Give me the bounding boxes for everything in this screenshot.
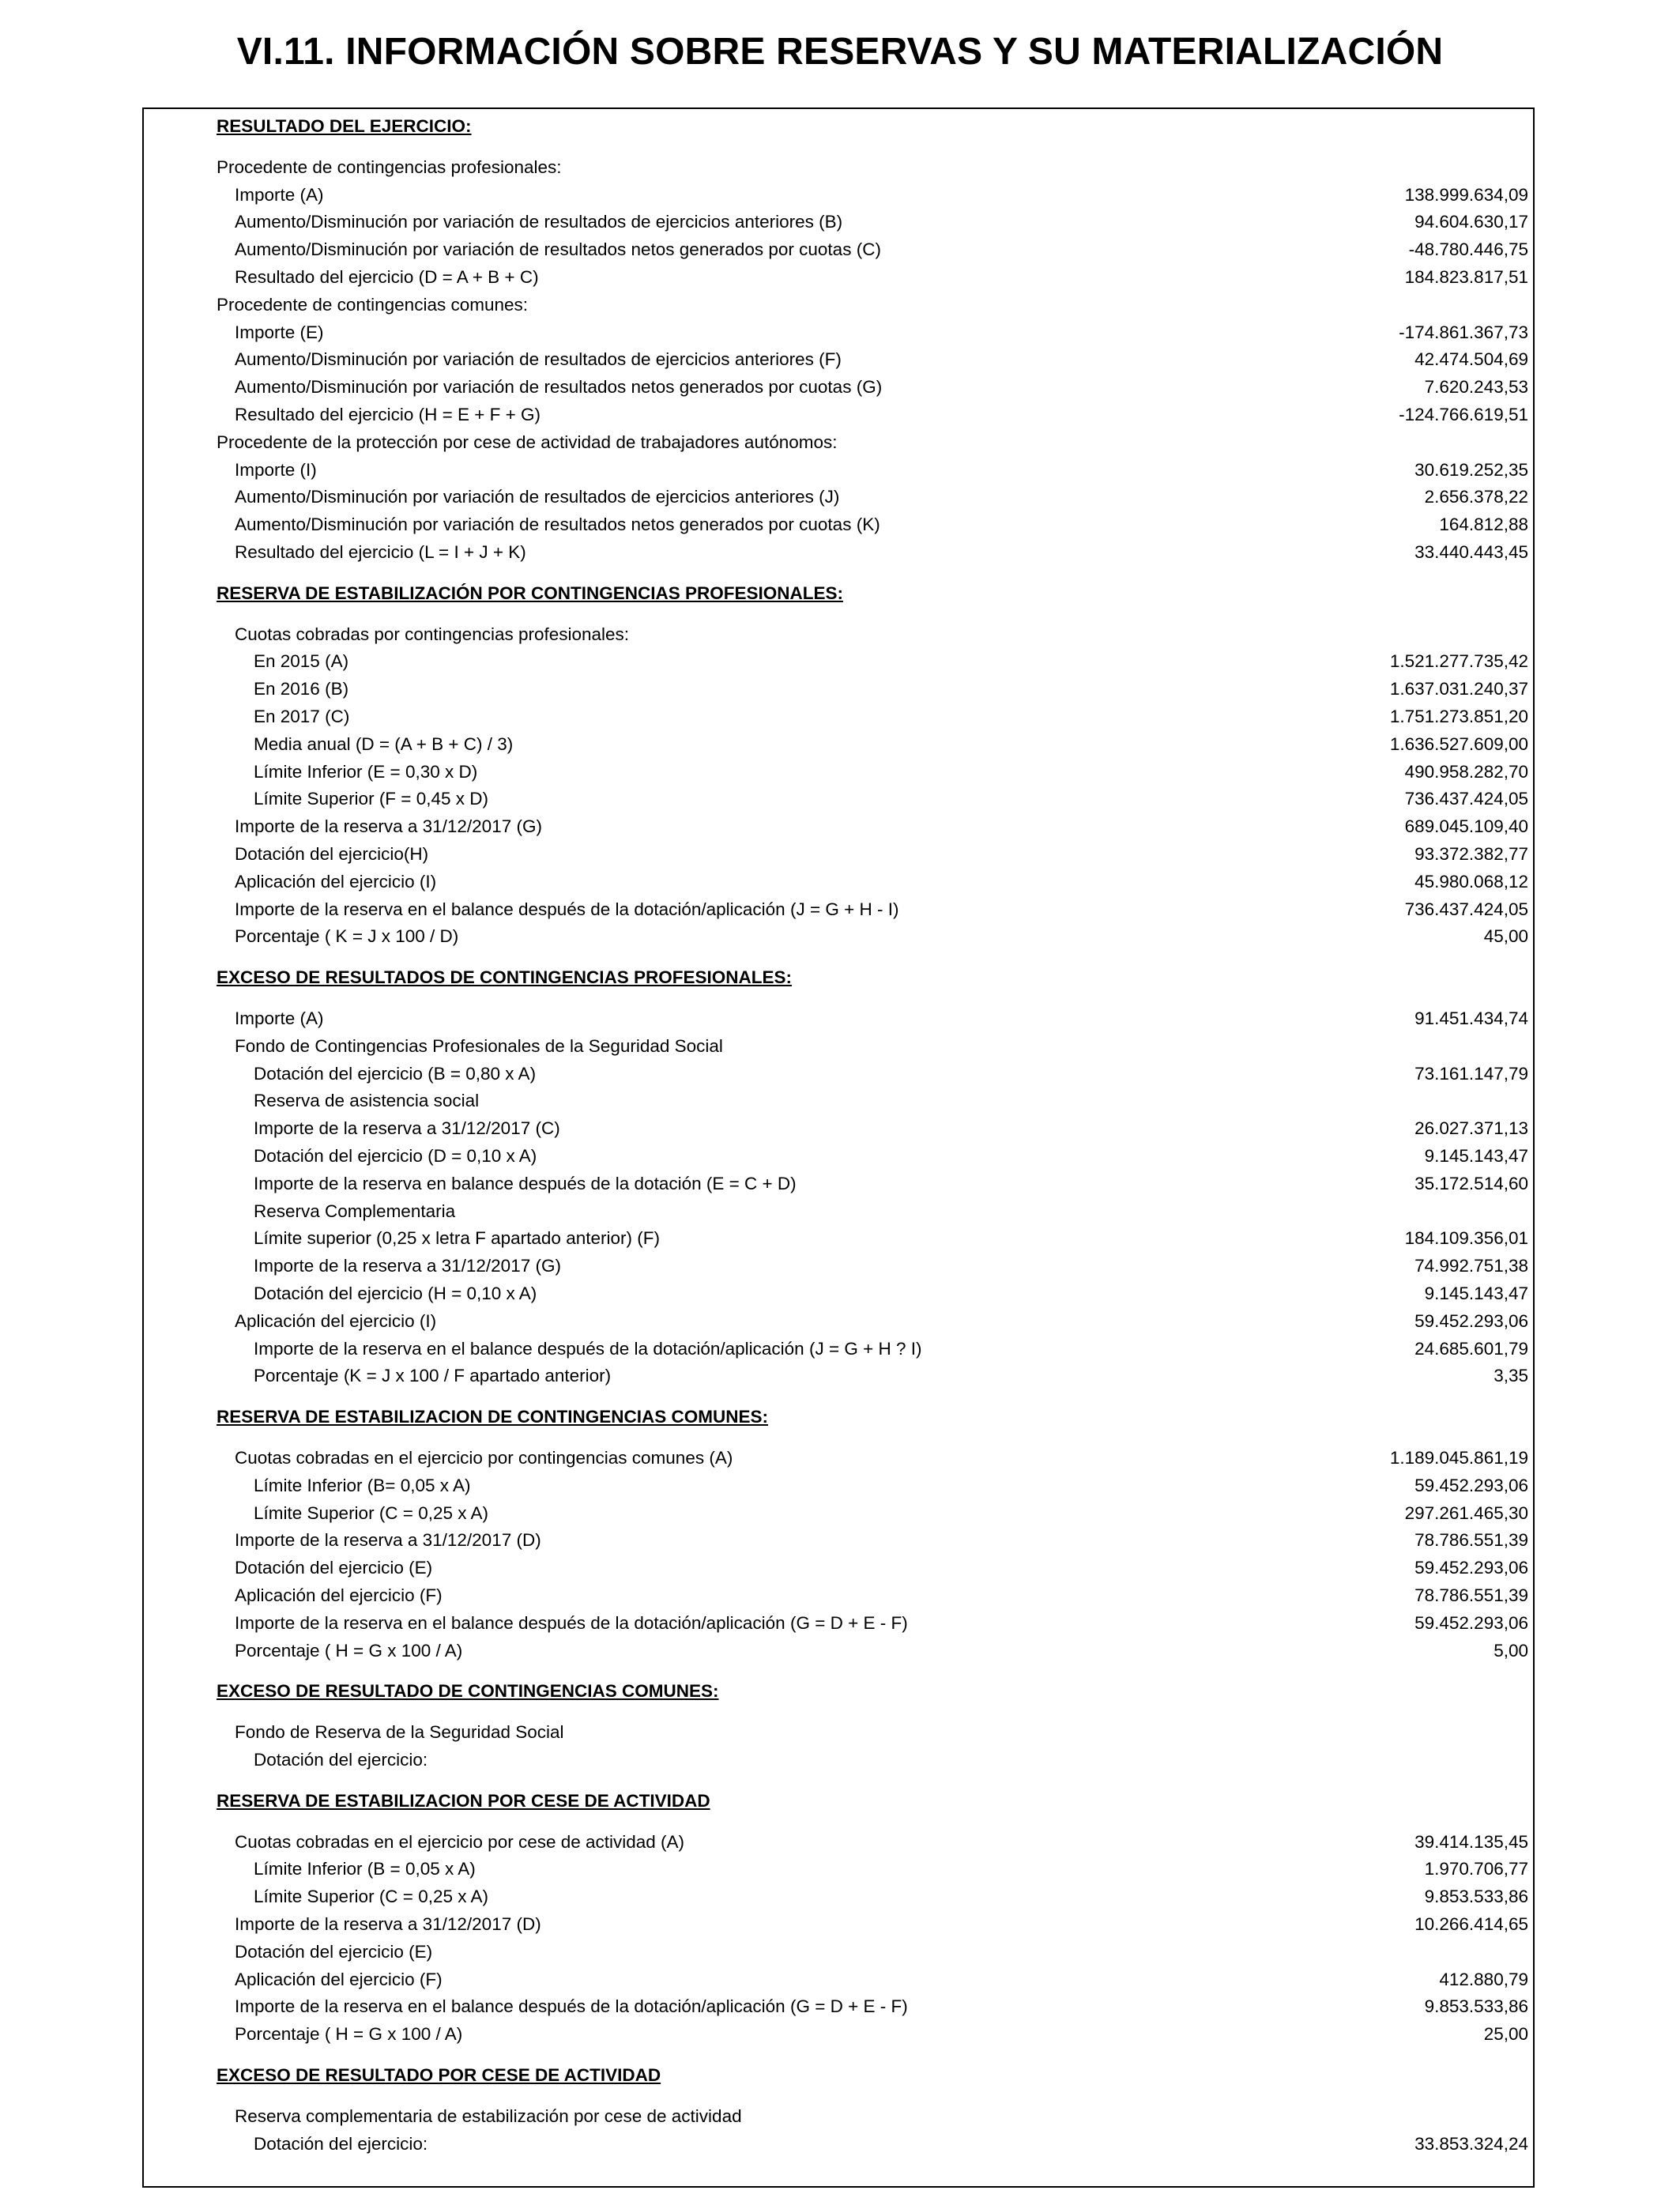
table-row xyxy=(144,484,1533,511)
table-row xyxy=(144,813,1533,840)
row-value: -174.861.367,73 xyxy=(1399,322,1528,342)
row-value: 78.786.551,39 xyxy=(1414,1585,1528,1605)
section-heading-label: EXCESO DE RESULTADO POR CESE DE ACTIVIDAD xyxy=(217,2065,661,2085)
table-row xyxy=(144,731,1533,758)
row-value: 73.161.147,79 xyxy=(1414,1063,1528,1084)
table-row xyxy=(144,1363,1533,1389)
table-row xyxy=(144,1445,1533,1472)
row-value: 78.786.551,39 xyxy=(1414,1530,1528,1551)
row-value: 59.452.293,06 xyxy=(1414,1558,1528,1578)
row-value: 42.474.504,69 xyxy=(1414,349,1528,370)
table-row xyxy=(144,236,1533,263)
row-label: Límite superior (0,25 x letra F apartado anterior) (F) xyxy=(254,1228,660,1249)
row-value: 35.172.514,60 xyxy=(1414,1173,1528,1193)
row-label: Dotación del ejercicio (H = 0,10 x A) xyxy=(254,1284,537,1303)
table-row xyxy=(144,841,1533,868)
row-value: 94.604.630,17 xyxy=(1414,212,1528,232)
row-label: En 2016 (B) xyxy=(254,679,349,699)
table-row xyxy=(144,1253,1533,1280)
section-heading xyxy=(144,1678,1533,1705)
row-label: Dotación del ejercicio (B = 0,80 x A) xyxy=(254,1063,537,1084)
row-value: 10.266.414,65 xyxy=(1414,1914,1528,1934)
row-label: Importe de la reserva a 31/12/2017 (D) xyxy=(235,1914,541,1934)
row-label: Importe (E) xyxy=(235,322,324,342)
row-value: 138.999.634,09 xyxy=(1404,184,1528,205)
table-row xyxy=(144,2131,1533,2158)
row-label: Aplicación del ejercicio (I) xyxy=(235,871,437,892)
row-label: Resultado del ejercicio (L = I + J + K) xyxy=(235,542,526,562)
table-row xyxy=(144,1143,1533,1170)
row-label: Porcentaje ( H = G x 100 / A) xyxy=(235,2024,463,2045)
table-row xyxy=(144,1472,1533,1499)
row-label: Cuotas cobradas en el ejercicio por cese de actividad (A) xyxy=(235,1831,685,1852)
table-row xyxy=(144,1225,1533,1252)
row-label: Procedente de contingencias comunes: xyxy=(217,294,529,315)
row-label: Aumento/Disminución por variación de resultados de ejercicios anteriores (B) xyxy=(235,212,843,232)
row-value: 736.437.424,05 xyxy=(1404,899,1528,919)
table-row xyxy=(144,1088,1533,1114)
row-label: Límite Inferior (E = 0,30 x D) xyxy=(254,761,478,782)
row-label: Porcentaje ( H = G x 100 / A) xyxy=(235,1640,463,1661)
row-value: 45,00 xyxy=(1483,926,1528,947)
row-value: 297.261.465,30 xyxy=(1404,1502,1528,1523)
table-row xyxy=(144,923,1533,950)
table-row xyxy=(144,1856,1533,1883)
row-value: 24.685.601,79 xyxy=(1414,1338,1528,1359)
row-label: Importe (A) xyxy=(235,184,324,205)
table-row xyxy=(144,1171,1533,1197)
row-value: 9.145.143,47 xyxy=(1424,1284,1528,1303)
table-row xyxy=(144,1719,1533,1746)
table-row xyxy=(144,1336,1533,1363)
row-value: 1.636.527.609,00 xyxy=(1389,733,1528,754)
row-value: 412.880,79 xyxy=(1439,1969,1528,1989)
row-value: 59.452.293,06 xyxy=(1414,1475,1528,1495)
table-row xyxy=(144,1939,1533,1966)
row-label: Aumento/Disminución por variación de resultados de ejercicios anteriores (F) xyxy=(235,349,842,370)
table-row xyxy=(144,759,1533,786)
row-value: 689.045.109,40 xyxy=(1404,816,1528,837)
section-heading xyxy=(144,580,1533,607)
row-label: Aumento/Disminución por variación de resultados netos generados por cuotas (K) xyxy=(235,515,880,535)
table-row xyxy=(144,401,1533,428)
row-value: 9.853.533,86 xyxy=(1424,1887,1528,1907)
row-label: Resultado del ejercicio (D = A + B + C) xyxy=(235,267,539,287)
row-label: Límite Superior (F = 0,45 x D) xyxy=(254,789,488,809)
section-heading xyxy=(144,1788,1533,1815)
table-row xyxy=(144,786,1533,812)
row-value: 736.437.424,05 xyxy=(1404,789,1528,809)
section-heading-label: EXCESO DE RESULTADO DE CONTINGENCIAS COMUNES: xyxy=(217,1681,719,1702)
row-label: Reserva complementaria de estabilización por cese de actividad xyxy=(235,2105,742,2126)
row-label: Límite Superior (C = 0,25 x A) xyxy=(254,1887,489,1907)
table-row xyxy=(144,1061,1533,1088)
row-label: En 2017 (C) xyxy=(254,707,350,726)
table-row xyxy=(144,1747,1533,1774)
table-row xyxy=(144,457,1533,484)
row-value: 184.823.817,51 xyxy=(1404,267,1528,287)
row-label: Porcentaje ( K = J x 100 / D) xyxy=(235,926,459,947)
table-row xyxy=(144,1966,1533,1993)
table-row xyxy=(144,1582,1533,1609)
table-row xyxy=(144,319,1533,346)
row-label: Dotación del ejercicio: xyxy=(254,2133,428,2154)
row-value: 1.189.045.861,19 xyxy=(1389,1448,1528,1468)
page-title: VI.11. INFORMACIÓN SOBRE RESERVAS Y SU MATERIALIZACIÓN xyxy=(236,31,1444,73)
row-label: Importe de la reserva en el balance después de la dotación/aplicación (G = D + E - F) xyxy=(235,1996,908,2017)
row-value: 1.521.277.735,42 xyxy=(1389,651,1528,672)
row-label: Dotación del ejercicio(H) xyxy=(235,844,429,864)
row-label: Dotación del ejercicio: xyxy=(254,1750,428,1770)
table-row xyxy=(144,1115,1533,1142)
section-heading xyxy=(144,2062,1533,2089)
row-label: Importe (I) xyxy=(235,459,317,480)
table-row xyxy=(144,1883,1533,1910)
row-label: Aumento/Disminución por variación de resultados netos generados por cuotas (C) xyxy=(235,239,881,260)
section-heading-label: RESERVA DE ESTABILIZACION POR CESE DE ACTIVIDAD xyxy=(217,1790,710,1811)
row-value: 91.451.434,74 xyxy=(1414,1008,1528,1028)
row-label: Cuotas cobradas en el ejercicio por contingencias comunes (A) xyxy=(235,1448,733,1468)
row-label: Porcentaje (K = J x 100 / F apartado anterior) xyxy=(254,1366,612,1386)
row-label: Importe (A) xyxy=(235,1008,324,1028)
row-label: Cuotas cobradas por contingencias profesionales: xyxy=(235,624,630,644)
row-label: Procedente de contingencias profesionales: xyxy=(217,156,562,177)
row-value: 9.145.143,47 xyxy=(1424,1146,1528,1166)
table-row xyxy=(144,346,1533,373)
row-label: Importe de la reserva a 31/12/2017 (G) xyxy=(254,1256,561,1276)
row-value: 184.109.356,01 xyxy=(1404,1228,1528,1249)
row-value: 490.958.282,70 xyxy=(1404,761,1528,782)
row-label: Media anual (D = (A + B + C) / 3) xyxy=(254,733,514,754)
section-heading-label: RESULTADO DEL EJERCICIO: xyxy=(217,116,472,136)
row-value: 26.027.371,13 xyxy=(1414,1118,1528,1139)
reserves-table xyxy=(142,107,1535,2188)
row-label: En 2015 (A) xyxy=(254,651,349,672)
row-value: 30.619.252,35 xyxy=(1414,459,1528,480)
table-row xyxy=(144,1638,1533,1664)
table-row xyxy=(144,511,1533,538)
row-label: Fondo de Contingencias Profesionales de la Seguridad Social xyxy=(235,1035,723,1056)
table-row xyxy=(144,1033,1533,1060)
table-row xyxy=(144,264,1533,291)
row-value: 1.970.706,77 xyxy=(1424,1859,1528,1879)
row-label: Resultado del ejercicio (H = E + F + G) xyxy=(235,405,541,424)
row-value: 33.440.443,45 xyxy=(1414,542,1528,562)
table-row xyxy=(144,1829,1533,1856)
row-label: Importe de la reserva a 31/12/2017 (D) xyxy=(235,1530,541,1551)
row-value: 74.992.751,38 xyxy=(1414,1256,1528,1276)
table-row xyxy=(144,1280,1533,1307)
row-label: Importe de la reserva en el balance después de la dotación/aplicación (G = D + E - F) xyxy=(235,1612,908,1633)
section-heading xyxy=(144,113,1533,140)
table-row xyxy=(144,1911,1533,1938)
table-row xyxy=(144,1993,1533,2020)
table-row xyxy=(144,1555,1533,1581)
row-value: 5,00 xyxy=(1494,1640,1528,1661)
table-row xyxy=(144,1005,1533,1032)
section-heading-label: RESERVA DE ESTABILIZACIÓN POR CONTINGENCIAS PROFESIONALES: xyxy=(217,582,843,603)
section-heading xyxy=(144,1404,1533,1431)
table-row xyxy=(144,1527,1533,1554)
row-value: 93.372.382,77 xyxy=(1414,844,1528,864)
table-row xyxy=(144,621,1533,648)
row-label: Aumento/Disminución por variación de resultados de ejercicios anteriores (J) xyxy=(235,487,840,507)
row-label: Importe de la reserva en el balance después de la dotación/aplicación (J = G + H ? I) xyxy=(254,1338,922,1359)
row-label: Límite Superior (C = 0,25 x A) xyxy=(254,1502,489,1523)
row-value: -124.766.619,51 xyxy=(1399,405,1528,424)
table-row xyxy=(144,182,1533,209)
row-value: 59.452.293,06 xyxy=(1414,1310,1528,1331)
table-row xyxy=(144,1308,1533,1335)
table-row xyxy=(144,154,1533,181)
row-value: 164.812,88 xyxy=(1439,515,1528,535)
row-value: 25,00 xyxy=(1483,2024,1528,2045)
table-row xyxy=(144,539,1533,566)
table-row xyxy=(144,1500,1533,1527)
row-label: Reserva de asistencia social xyxy=(254,1091,480,1111)
table-row xyxy=(144,676,1533,703)
row-label: Importe de la reserva a 31/12/2017 (G) xyxy=(235,816,542,837)
table-row xyxy=(144,869,1533,895)
row-value: 59.452.293,06 xyxy=(1414,1612,1528,1633)
row-value: 1.637.031.240,37 xyxy=(1389,679,1528,699)
table-row xyxy=(144,896,1533,923)
row-label: Aplicación del ejercicio (F) xyxy=(235,1969,443,1989)
table-row xyxy=(144,292,1533,319)
row-value: 3,35 xyxy=(1494,1366,1528,1386)
row-value: 39.414.135,45 xyxy=(1414,1831,1528,1852)
row-value: 45.980.068,12 xyxy=(1414,871,1528,892)
table-row xyxy=(144,374,1533,401)
row-label: Importe de la reserva en el balance después de la dotación/aplicación (J = G + H - I) xyxy=(235,899,899,919)
row-value: 1.751.273.851,20 xyxy=(1389,707,1528,726)
row-label: Aplicación del ejercicio (I) xyxy=(235,1310,437,1331)
row-label: Reserva Complementaria xyxy=(254,1201,456,1221)
row-label: Dotación del ejercicio (E) xyxy=(235,1558,433,1578)
table-row xyxy=(144,2021,1533,2048)
row-label: Límite Inferior (B = 0,05 x A) xyxy=(254,1859,476,1879)
row-label: Límite Inferior (B= 0,05 x A) xyxy=(254,1475,471,1495)
row-label: Fondo de Reserva de la Seguridad Social xyxy=(235,1722,564,1743)
table-row xyxy=(144,1610,1533,1637)
table-row xyxy=(144,209,1533,236)
row-value: 33.853.324,24 xyxy=(1414,2133,1528,2154)
table-row xyxy=(144,1198,1533,1225)
section-heading xyxy=(144,964,1533,991)
row-label: Importe de la reserva a 31/12/2017 (C) xyxy=(254,1118,560,1139)
row-label: Procedente de la protección por cese de actividad de trabajadores autónomos: xyxy=(217,432,838,452)
row-label: Importe de la reserva en balance después de la dotación (E = C + D) xyxy=(254,1173,797,1193)
row-value: 2.656.378,22 xyxy=(1424,487,1528,507)
table-row xyxy=(144,648,1533,675)
table-row xyxy=(144,703,1533,730)
table-row xyxy=(144,2103,1533,2130)
row-value: 7.620.243,53 xyxy=(1424,377,1528,398)
row-label: Dotación del ejercicio (E) xyxy=(235,1941,433,1962)
row-value: 9.853.533,86 xyxy=(1424,1996,1528,2017)
row-label: Aplicación del ejercicio (F) xyxy=(235,1585,443,1605)
row-label: Aumento/Disminución por variación de resultados netos generados por cuotas (G) xyxy=(235,377,883,398)
table-row xyxy=(144,429,1533,456)
section-heading-label: RESERVA DE ESTABILIZACION DE CONTINGENCIAS COMUNES: xyxy=(217,1407,768,1427)
row-value: -48.780.446,75 xyxy=(1408,239,1528,260)
row-label: Dotación del ejercicio (D = 0,10 x A) xyxy=(254,1146,537,1166)
section-heading-label: EXCESO DE RESULTADOS DE CONTINGENCIAS PROFESIONALES: xyxy=(217,967,792,988)
